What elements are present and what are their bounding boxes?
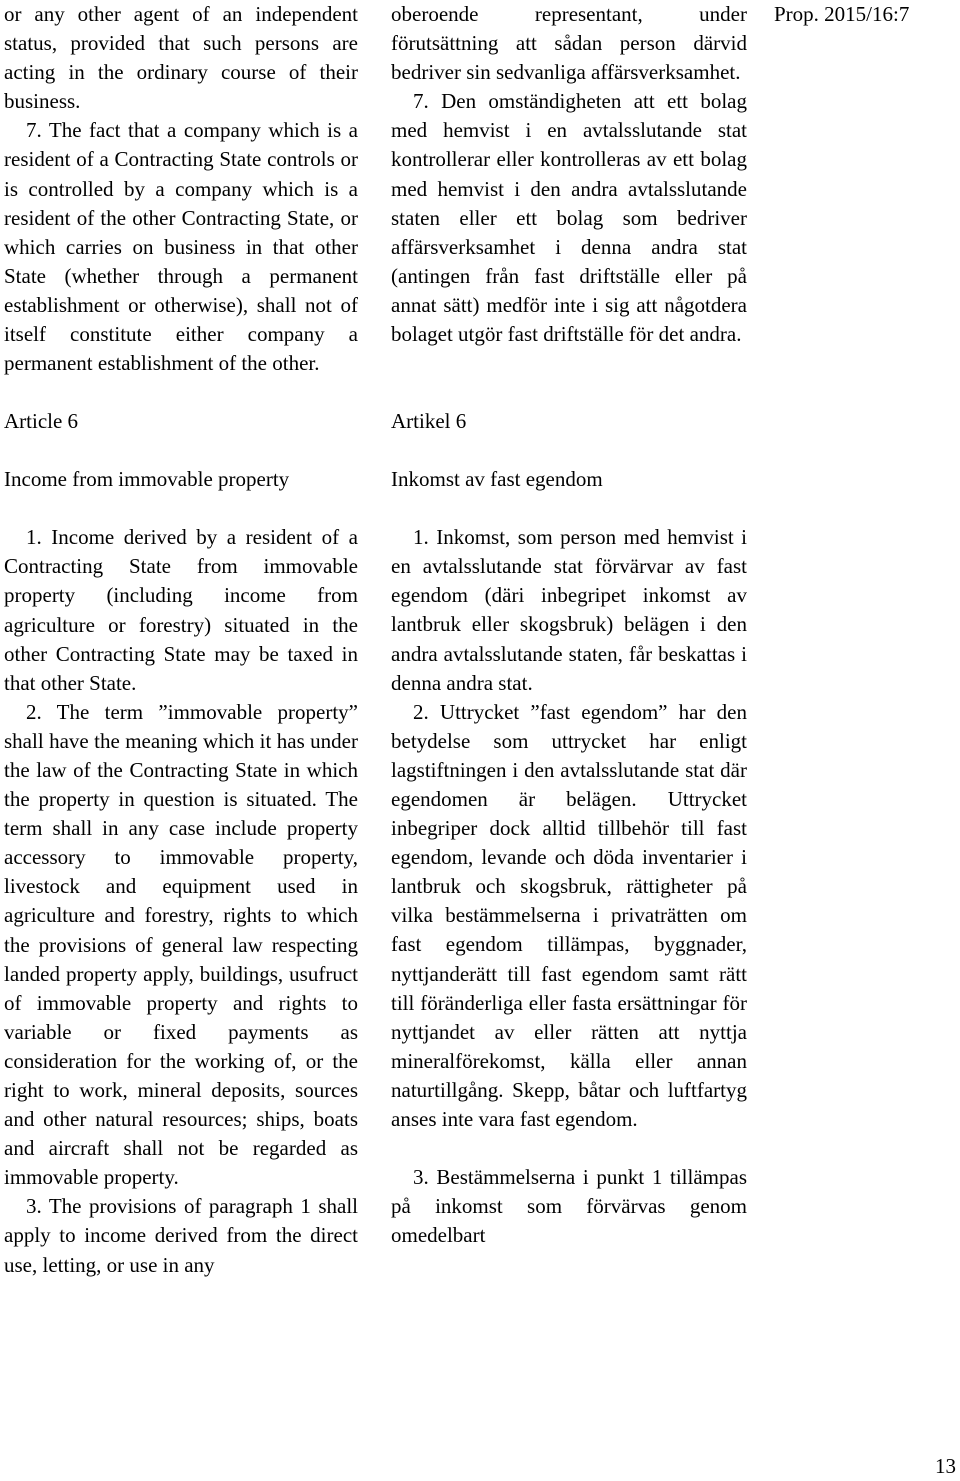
english-paragraph-7: 7. The fact that a company which is a resident of a Contracting State controls or is controlled by a company which is a resident of the other Contracting State, or which carries on business in that other State (whether through a permanent establishment or otherwise), shall not of itself constitute either company a permanent establishment of the other.: [4, 118, 358, 376]
spacer: [4, 436, 358, 465]
swedish-paragraph-2: 2. Uttrycket ”fast egendom” har den betydelse som uttrycket har enligt lagstiftningen i den avtalsslutande stat där egendomen är belägen. Uttrycket inbegriper dock alltid tillbehör till fast egendom, levande och döda inventarier i lantbruk och skogsbruk, rättigheter på vilka bestämmelserna i privaträtten om fast egendom tillämpas, byggnader, nyttjanderätt till fast egendom samt rätt till föränderliga eller fasta ersättningar för nyttjandet av eller rätten att nyttja mineralförekomst, källa eller annan naturtillgång. Skepp, båtar och luftfartyg anses inte vara fast egendom.: [391, 699, 747, 1131]
swedish-paragraph-continuation: oberoende representant, under förutsättning att sådan person därvid bedriver sin sedvanliga affärsverksamhet.: [391, 2, 747, 85]
spacer: [391, 1134, 747, 1163]
spacer: [391, 378, 747, 407]
spacer: [391, 436, 747, 465]
swedish-column: [391, 0, 747, 1250]
swedish-paragraph-1: 1. Inkomst, som person med hemvist i en avtalsslutande stat förvärvar av fast egendom (däri inbegripet inkomst av lantbruk eller skogsbruk) belägen i den andra avtalsslutande staten, får beskattas i denna andra stat.: [391, 525, 747, 695]
english-article-heading: Article 6: [4, 409, 79, 434]
swedish-paragraph-3: 3. Bestämmelserna i punkt 1 tillämpas på inkomst som förvärvas genom omedelbart: [391, 1165, 747, 1248]
page-number: 13: [935, 1454, 956, 1478]
english-column: [4, 0, 358, 1280]
english-paragraph-2: 2. The term ”immovable property” shall have the meaning which it has under the law of the Contracting State in which the property in question is situated. The term shall in any case include property accessory to immovable property, livestock and equipment used in agriculture and forestry, rights to which the provisions of general law respecting landed property apply, buildings, usufruct of immovable property and rights to variable or fixed payments as consideration for the working of, or the right to work, mineral deposits, sources and other natural resources; ships, boats and aircraft shall not be regarded as immovable property.: [4, 699, 358, 1190]
swedish-article-heading: Artikel 6: [391, 409, 467, 434]
swedish-paragraph-7: 7. Den omständigheten att ett bolag med hemvist i en avtalsslutande stat kontrollerar eller kontrolleras av ett bolag med hemvist i den andra avtalsslutande staten eller ett bolag som bedriver affärsverksamhet i denna andra stat (antingen från fast driftställe eller på annat sätt) medför inte i sig att någotdera bolaget utgör fast driftställe för det andra.: [391, 89, 747, 347]
english-article-title: Income from immovable property: [4, 467, 290, 492]
spacer: [391, 349, 747, 378]
spacer: [4, 378, 358, 407]
english-paragraph-3: 3. The provisions of paragraph 1 shall apply to income derived from the direct use, letting, or use in any: [4, 1194, 358, 1277]
english-paragraph-continuation: or any other agent of an independent status, provided that such persons are acting in the ordinary course of their business.: [4, 2, 358, 114]
proposition-reference: Prop. 2015/16:7: [774, 2, 910, 26]
spacer: [391, 494, 747, 523]
swedish-article-title: Inkomst av fast egendom: [391, 467, 603, 492]
english-paragraph-1: 1. Income derived by a resident of a Contracting State from immovable property (including income from agriculture or forestry) situated in the other Contracting State may be taxed in that other State.: [4, 525, 358, 695]
spacer: [4, 494, 358, 523]
